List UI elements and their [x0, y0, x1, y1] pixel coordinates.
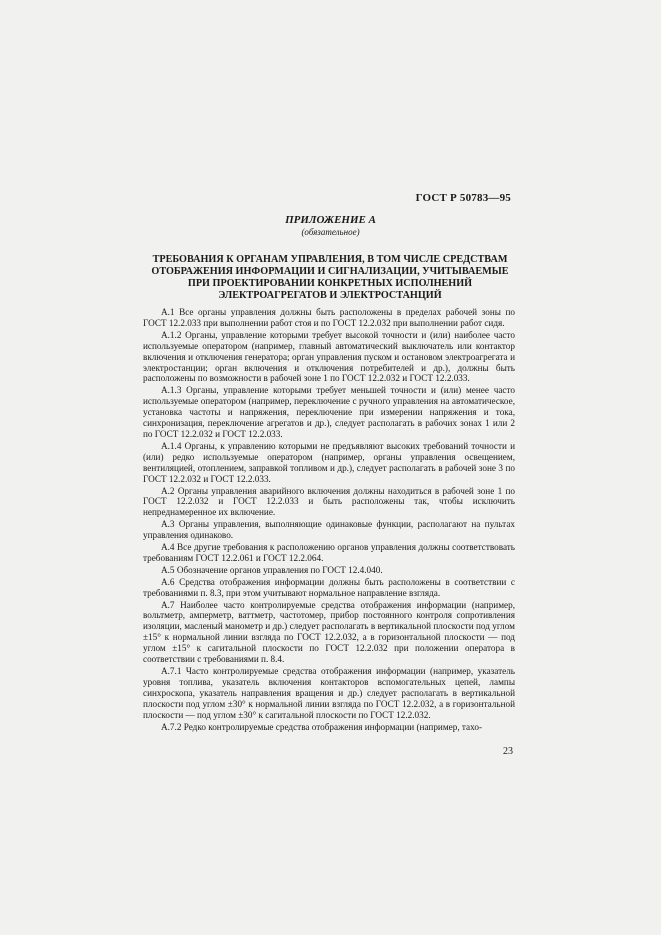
- paragraph-a4: А.4 Все другие требования к расположению органов управления должны соответствовать требованиям ГОСТ 12.2.061 и ГОСТ 12.2.064.: [143, 542, 515, 563]
- paragraph-a1: А.1 Все органы управления должны быть расположены в пределах рабочей зоны по ГОСТ 12.2.033 при выполнении работ стоя и по ГОСТ 12.2.032 при выполнении работ сидя.: [143, 307, 515, 328]
- appendix-title: ПРИЛОЖЕНИЕ А: [285, 214, 376, 226]
- paragraph-a2: А.2 Органы управления аварийного включения должны находиться в рабочей зоне 1 по ГОСТ 12.2.032 и ГОСТ 12.2.033 и быть расположены так, чтобы исключить непреднамеренное их включение.: [143, 485, 515, 518]
- paragraph-a6: А.6 Средства отображения информации должны быть расположены в соответствии с требованиями п. 8.3, при этом учитывают нормальное направление взгляда.: [143, 576, 515, 598]
- main-title-line: ЭЛЕКТРОАГРЕГАТОВ И ЭЛЕКТРОСТАНЦИЙ: [218, 290, 442, 301]
- paragraph-a1-2: А.1.2 Органы, управление которыми требует высокой точности и (или) наиболее часто используемые оператором (например, главный автоматический выключатель или контактор включения и отключения генератора; орган управления пуском и остановом электроагрегата и электростанции; орган включения и отключения потребителей и др.), должны быть расположены по возможности в рабочей зоне 1 по ГОСТ 12.2.032 и ГОСТ 12.2.033.: [143, 329, 515, 384]
- body-text: [143, 307, 515, 733]
- appendix-status: (обязательное): [301, 227, 360, 237]
- paragraph-a5: А.5 Обозначение органов управления по ГОСТ 12.4.040.: [161, 564, 383, 575]
- standard-code: ГОСТ Р 50783—95: [415, 192, 511, 204]
- paragraph-a7-2: А.7.2 Редко контролируемые средства отображения информации (например, тахо-: [161, 721, 483, 732]
- main-title-line: ТРЕБОВАНИЯ К ОРГАНАМ УПРАВЛЕНИЯ, В ТОМ ЧИСЛЕ СРЕДСТВАМ: [152, 254, 508, 265]
- page-number: 23: [503, 746, 513, 757]
- paragraph-a1-4: А.1.4 Органы, к управлению которыми не предъявляют высоких требований точности и (или) редко используемые оператором (например, органы управления освещением, вентиляцией, отоплением, заправкой топливом и др.), следует располагать в рабочей зоне 3 по ГОСТ 12.2.032 и ГОСТ 12.2.033.: [143, 440, 515, 484]
- main-title-line: ОТОБРАЖЕНИЯ ИНФОРМАЦИИ И СИГНАЛИЗАЦИИ, УЧИТЫВАЕМЫЕ: [151, 266, 509, 277]
- main-title-line: ПРИ ПРОЕКТИРОВАНИИ КОНКРЕТНЫХ ИСПОЛНЕНИЙ: [187, 278, 473, 289]
- main-title: [140, 254, 520, 302]
- paragraph-a1-3: А.1.3 Органы, управление которыми требует меньшей точности и (или) менее часто используемые оператором (например, переключение с ручного управления на автоматическое, установка частоты и напряжения, переключение при измерении напряжения и тока, синхронизация, переключение агрегатов и др.), следует располагать в рабочих зонах 1 или 2 по ГОСТ 12.2.032 и ГОСТ 12.2.033.: [143, 385, 515, 439]
- paragraph-a7-1: А.7.1 Часто контролируемые средства отображения информации (например, указатель уровня топлива, указатель включения контакторов вспомогательных цепей, лампы синхроскопа, указатель направления вращения и др.) следует располагать в вертикальной плоскости под углом ±30° к нормальной линии взгляда по ГОСТ 12.2.032, а в горизонтальной плоскости — под углом ±30° к сагитальной плоскости по ГОСТ 12.2.032.: [143, 666, 515, 720]
- paragraph-a3: А.3 Органы управления, выполняющие одинаковые функции, располагают на пультах управления одинаково.: [143, 519, 515, 541]
- paragraph-a7: А.7 Наиболее часто контролируемые средства отображения информации (например, вольтметр, амперметр, ваттметр, частотомер, прибор постоянного контроля сопротивления изоляции, масленый манометр и др.) следует располагать в вертикальной плоскости под углом ±15° к нормальной линии взгляда по ГОСТ 12.2.032, а в горизонтальной плоскости — под углом ±15° к сагитальной плоскости по ГОСТ 12.2.032 при положении оператора в соответствии с требованиями п. 8.4.: [143, 599, 515, 665]
